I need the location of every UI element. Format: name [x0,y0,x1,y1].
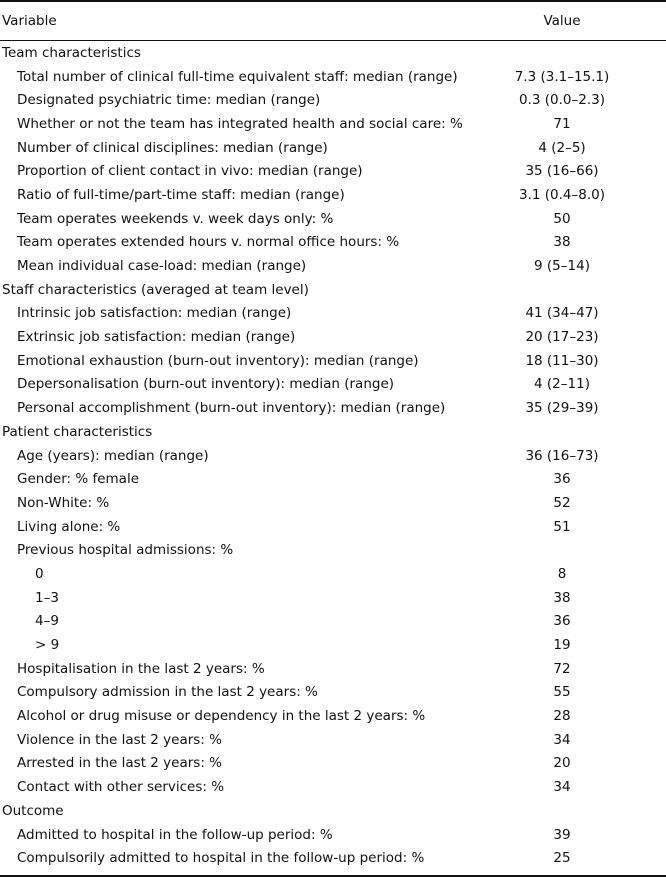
table-row [0,349,666,373]
table-row [0,159,666,183]
table-bottom-rule [0,875,666,877]
row-value: 34 [553,731,571,748]
row-variable: Proportion of client contact in vivo: median (range) [17,163,363,180]
row-value: 25 [553,850,571,867]
row-variable: Designated psychiatric time: median (range) [17,92,321,109]
row-variable: Team operates weekends v. week days only: % [17,210,334,227]
row-value: 0.3 (0.0–2.3) [519,92,605,109]
row-variable: Number of clinical disciplines: median (range) [17,139,328,156]
row-value: 19 [553,637,571,654]
table-row [0,515,666,539]
table-row [0,586,666,610]
row-value: 9 (5–14) [534,258,590,275]
row-variable: Age (years): median (range) [17,447,209,464]
row-variable: Total number of clinical full-time equivalent staff: median (range) [17,68,458,85]
row-variable: Living alone: % [17,518,121,535]
row-variable: Team characteristics [2,44,141,61]
row-value: 36 [553,471,571,488]
row-value: 36 (16–73) [525,447,599,464]
row-value: 28 [553,708,571,725]
row-value: 38 [553,234,571,251]
row-variable: Gender: % female [17,471,140,488]
row-variable: Violence in the last 2 years: % [17,731,222,748]
row-variable: Admitted to hospital in the follow-up period: % [17,826,333,843]
row-variable: Outcome [2,802,64,819]
header-variable: Variable [2,13,57,29]
table-row [0,112,666,136]
row-variable: Emotional exhaustion (burn-out inventory): median (range) [17,352,419,369]
row-value: 52 [553,494,571,511]
row-variable: > 9 [35,637,60,654]
table-row [0,302,666,326]
table-row [0,610,666,634]
table-row [0,728,666,752]
table-row [0,562,666,586]
table-row [0,231,666,255]
row-variable: Patient characteristics [2,423,153,440]
row-value: 18 (11–30) [525,352,599,369]
row-variable: 1–3 [35,589,59,606]
row-value: 72 [553,660,571,677]
table-row [0,88,666,112]
row-value: 8 [557,565,567,582]
section-heading [0,799,666,823]
row-value: 39 [553,826,571,843]
row-variable: Whether or not the team has integrated health and social care: % [17,115,463,132]
row-variable: 4–9 [35,613,59,630]
row-variable: Non-White: % [17,494,110,511]
row-variable: Compulsory admission in the last 2 years: % [17,684,318,701]
table-row [0,491,666,515]
table-header [0,2,666,41]
table-row [0,254,666,278]
row-value: 34 [553,779,571,796]
row-value: 50 [553,210,571,227]
table-row [0,183,666,207]
row-variable: Hospitalisation in the last 2 years: % [17,660,265,677]
row-variable: Depersonalisation (burn-out inventory): median (range) [17,376,395,393]
row-variable: Arrested in the last 2 years: % [17,755,222,772]
section-heading [0,278,666,302]
table-row [0,704,666,728]
row-value: 20 (17–23) [525,329,599,346]
row-variable: Staff characteristics (averaged at team level) [2,281,309,298]
row-value: 71 [553,115,571,132]
table-body [0,41,666,870]
row-value: 51 [553,518,571,535]
row-value: 38 [553,589,571,606]
table-row [0,538,666,562]
row-value: 36 [553,613,571,630]
row-variable: Contact with other services: % [17,779,225,796]
row-variable: Team operates extended hours v. normal office hours: % [17,234,400,251]
row-variable: Intrinsic job satisfaction: median (range) [17,305,292,322]
table-row [0,467,666,491]
table-row [0,396,666,420]
table-row [0,752,666,776]
row-variable: Ratio of full-time/part-time staff: median (range) [17,186,345,203]
table-row [0,65,666,89]
row-value: 4 (2–5) [538,139,586,156]
row-variable: Extrinsic job satisfaction: median (range) [17,329,296,346]
table-row [0,681,666,705]
row-variable: Alcohol or drug misuse or dependency in the last 2 years: % [17,708,426,725]
row-variable: Previous hospital admissions: % [17,542,234,559]
table-row [0,444,666,468]
table-row [0,775,666,799]
row-value: 55 [553,684,571,701]
table-row [0,207,666,231]
table-row [0,823,666,847]
header-value: Value [543,13,581,29]
row-value: 3.1 (0.4–8.0) [519,186,605,203]
row-value: 41 (34–47) [525,305,599,322]
row-variable: Mean individual case-load: median (range) [17,258,307,275]
section-heading [0,41,666,65]
row-value: 20 [553,755,571,772]
section-heading [0,420,666,444]
row-value: 35 (29–39) [525,400,599,417]
table-row [0,325,666,349]
row-value: 7.3 (3.1–15.1) [514,68,610,85]
row-variable: 0 [35,565,44,582]
table-row [0,633,666,657]
row-variable: Personal accomplishment (burn-out inventory): median (range) [17,400,446,417]
table-row [0,136,666,160]
row-variable: Compulsorily admitted to hospital in the follow-up period: % [17,850,425,867]
row-value: 35 (16–66) [525,163,599,180]
table-row [0,373,666,397]
table-row [0,846,666,870]
table-row [0,657,666,681]
row-value: 4 (2–11) [534,376,590,393]
